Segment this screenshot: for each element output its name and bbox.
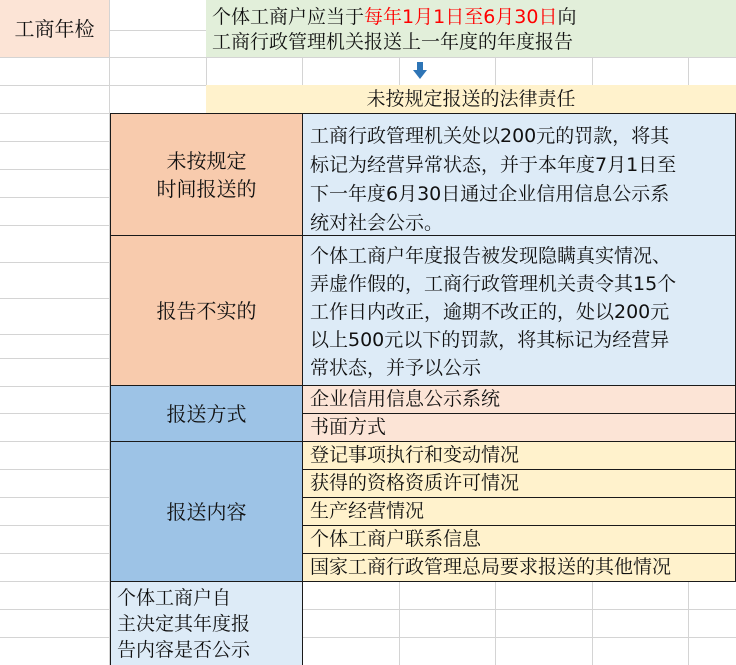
late-submission-label-line2: 时间报送的 [156, 176, 257, 201]
late-submission-label-cell[interactable] [110, 113, 303, 236]
corner-label-cell[interactable] [0, 0, 109, 57]
self-disclosure-note-line: 告内容是否公示 [117, 639, 251, 661]
self-disclosure-note-line: 主决定其年度报 [117, 613, 251, 635]
late-submission-label-line1: 未按规定 [166, 148, 247, 173]
false-penalty-line: 常状态，并予以公示 [310, 357, 482, 379]
header-line-2: 工商行政管理机关报送上一年度的年度报告 [212, 31, 574, 53]
late-penalty-line: 统对社会公示。 [310, 212, 444, 234]
late-submission-penalty-cell[interactable] [302, 113, 736, 236]
legal-responsibility-title-cell[interactable] [206, 85, 736, 113]
submission-content-label: 报送内容 [166, 499, 247, 524]
method-item[interactable]: 企业信用信息公示系统 [302, 385, 736, 414]
false-report-penalty-cell[interactable] [302, 235, 736, 386]
false-penalty-line: 工作日内改正，逾期不改正的，处以200元 [310, 301, 670, 323]
submission-method-label: 报送方式 [166, 401, 247, 426]
content-item[interactable]: 生产经营情况 [302, 497, 736, 526]
submission-method-label-cell[interactable] [110, 385, 303, 442]
false-report-label: 报告不实的 [156, 298, 257, 323]
method-item[interactable]: 书面方式 [302, 413, 736, 442]
down-arrow-icon [413, 62, 427, 80]
corner-label: 工商年检 [14, 16, 95, 41]
content-item[interactable]: 登记事项执行和变动情况 [302, 441, 736, 470]
false-penalty-line: 以上500元以下的罚款，将其标记为经营异 [310, 329, 670, 351]
self-disclosure-note-cell[interactable] [110, 581, 303, 665]
self-disclosure-note-line: 个体工商户自 [117, 587, 232, 609]
legal-responsibility-title: 未按规定报送的法律责任 [366, 87, 576, 110]
late-penalty-line: 标记为经营异常状态，并于本年度7月1日至 [310, 154, 677, 176]
content-item[interactable]: 国家工商行政管理总局要求报送的其他情况 [302, 553, 736, 582]
false-penalty-line: 弄虚作假的，工商行政管理机关责令其15个 [310, 273, 677, 295]
annual-report-deadline-header[interactable] [206, 0, 736, 57]
content-item[interactable]: 获得的资格资质许可情况 [302, 469, 736, 498]
late-penalty-line: 工商行政管理机关处以200元的罚款，将其 [310, 125, 670, 147]
header-line-1: 个体工商户应当于每年1月1日至6月30日向 [212, 6, 577, 28]
false-penalty-line: 个体工商户年度报告被发现隐瞒真实情况、 [310, 245, 672, 267]
late-penalty-line: 下一年度6月30日通过企业信用信息公示系 [310, 183, 670, 205]
false-report-label-cell[interactable] [110, 235, 303, 386]
submission-content-label-cell[interactable] [110, 441, 303, 582]
content-item[interactable]: 个体工商户联系信息 [302, 525, 736, 554]
deadline-highlight: 每年1月1日至6月30日 [364, 6, 558, 28]
